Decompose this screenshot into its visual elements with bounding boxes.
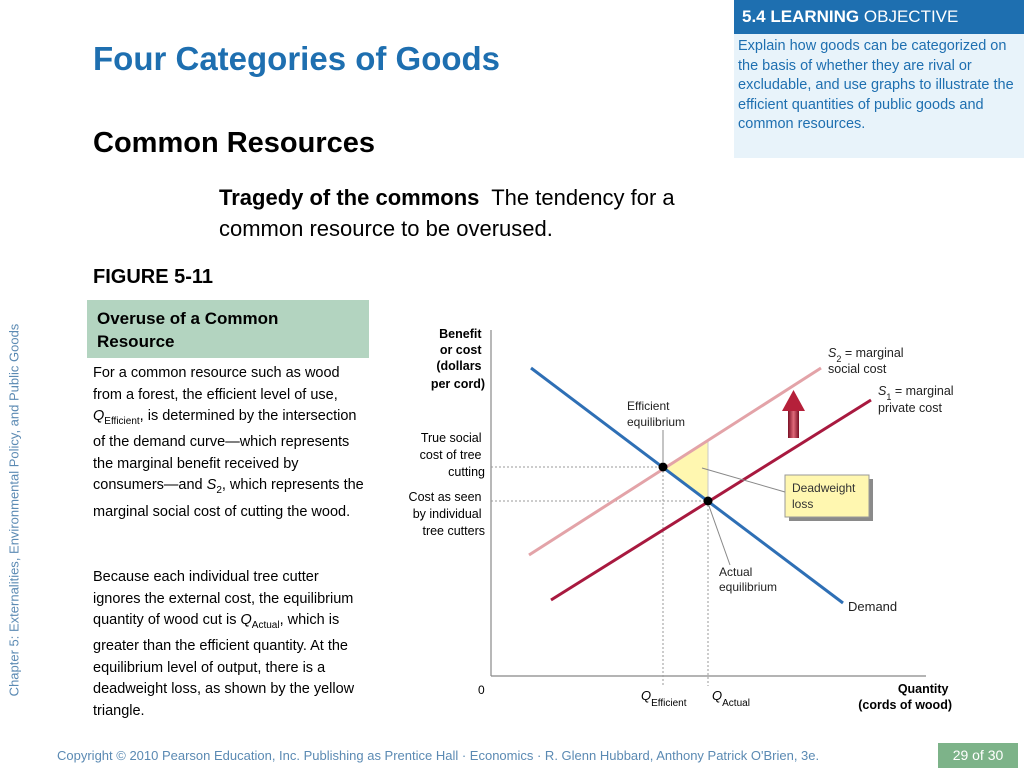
deadweight-triangle bbox=[663, 440, 708, 501]
page-indicator: 29 of 30 bbox=[938, 743, 1018, 768]
definition bbox=[219, 182, 759, 244]
deadweight-pointer bbox=[702, 468, 785, 492]
s2-label: $S_2$ = marginal social cost bbox=[828, 346, 904, 376]
figure-title: Overuse of a Common Resource bbox=[87, 300, 369, 358]
x-mark-efficient: $Q_{Efficient}$ bbox=[641, 688, 687, 709]
lo-number: 5.4 bbox=[742, 7, 766, 26]
definition-term: Tragedy of the commons bbox=[219, 185, 480, 210]
actual-equilibrium-label: Actual equilibrium bbox=[719, 565, 778, 594]
origin-label: 0 bbox=[478, 683, 485, 697]
x-axis-label: Quantity (cords of wood) bbox=[858, 682, 952, 712]
demand-label: Demand bbox=[848, 599, 898, 614]
deadweight-loss-box bbox=[785, 475, 873, 521]
chapter-side-label bbox=[2, 290, 26, 730]
up-arrow bbox=[782, 390, 805, 438]
efficient-equilibrium-point bbox=[659, 463, 668, 472]
actual-equilibrium-point bbox=[704, 497, 713, 506]
s2-curve bbox=[529, 368, 821, 555]
figure-label: FIGURE 5-11 bbox=[93, 266, 214, 288]
copyright-footer: Copyright © 2010 Pearson Education, Inc. Publishing as Prentice Hall · Economics · R. Glenn Hubbard, Anthony Patrick O'Brien, 3e. bbox=[57, 748, 820, 763]
learning-objective-header bbox=[734, 0, 1024, 34]
svg-text:Deadweight loss: Deadweight loss bbox=[792, 481, 856, 511]
learning-objective-text: Explain how goods can be categorized on the basis of whether they are rival or excludable, and use graphs to illustrate the efficient quantities of public goods and common resources. bbox=[734, 34, 1024, 158]
definition-text: The tendency for a common resource to be overused. bbox=[219, 185, 675, 241]
s1-label: $S_1$ = marginal private cost bbox=[878, 384, 954, 415]
y-axis-label: Benefit or cost (dollars per cord) bbox=[430, 327, 485, 391]
page-title: Four Categories of Goods bbox=[93, 40, 501, 77]
lo-learning: LEARNING bbox=[770, 7, 860, 26]
figure-caption-2: Because each individual tree cutter ignores the external cost, the equilibrium quantity of wood cut is $Q_{Actual}$, which is greater than the efficient quantity. At the equilibrium level of output, there is a deadweight loss, as shown by the yellow triangle. bbox=[93, 569, 355, 719]
lo-objective: OBJECTIVE bbox=[863, 7, 959, 26]
y-mark-private-cost: Cost as seen by individual tree cutters bbox=[408, 490, 485, 538]
figure-caption-1: For a common resource such as wood from a forest, the efficient level of use, $Q_{Efficient}$, is determined by the intersection of the demand curve—which represents the marginal benefit received by consumers—and $S_2$, which represents the marginal social cost of cutting the wood. bbox=[93, 365, 364, 520]
figure-chart bbox=[396, 320, 996, 720]
section-title: Common Resources bbox=[93, 127, 376, 159]
chapter-side-label-text: Chapter 5: Externalities, Environmental Policy, and Public Goods bbox=[6, 323, 22, 697]
efficient-equilibrium-label: Efficient equilibrium bbox=[627, 399, 686, 429]
x-mark-actual: $Q_{Actual}$ bbox=[712, 688, 750, 709]
y-mark-true-social-cost: True social cost of tree cutting bbox=[419, 431, 485, 479]
